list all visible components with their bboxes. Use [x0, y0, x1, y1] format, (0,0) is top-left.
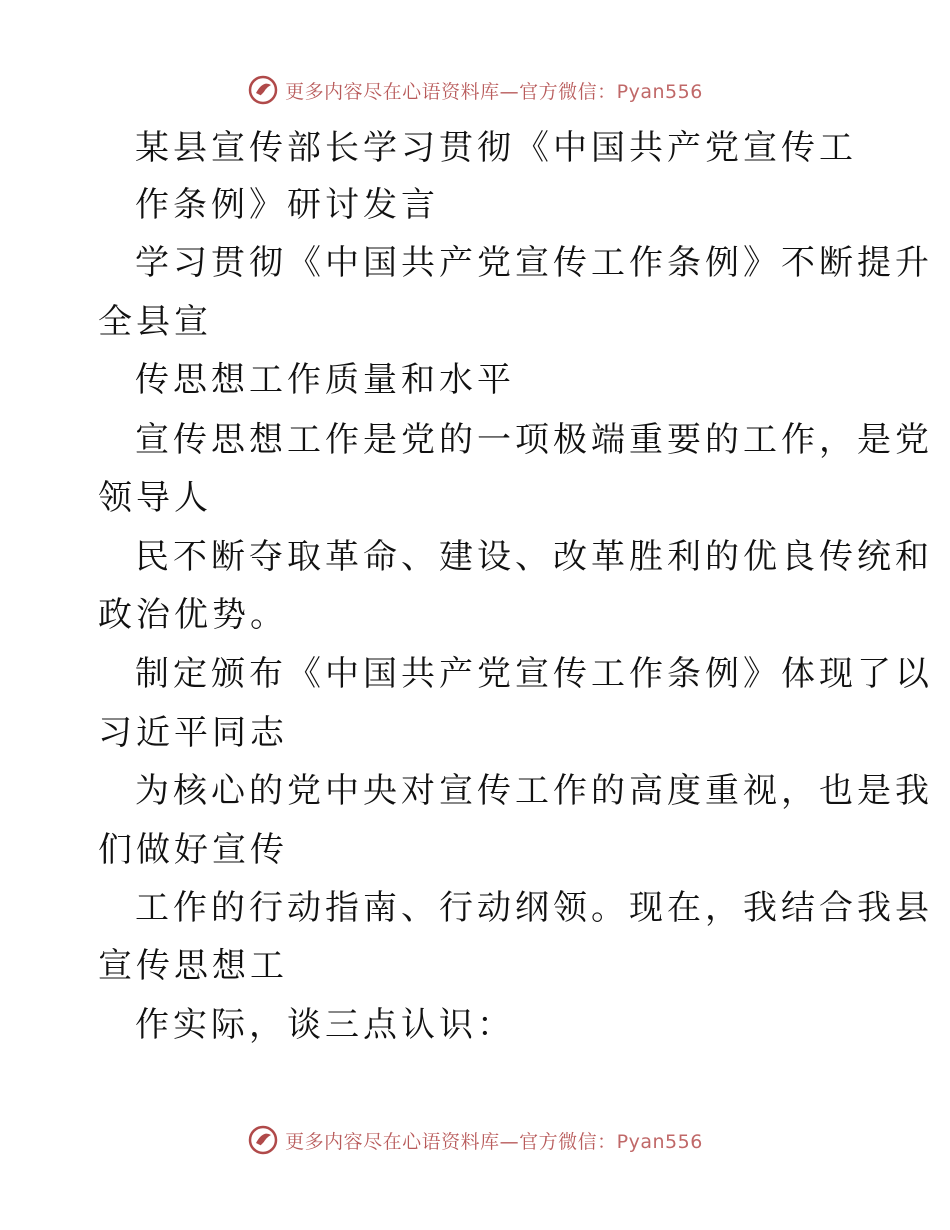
- watermark-wechat-id: Pyan556: [616, 80, 703, 103]
- text-line: 作实际，谈三点认识：: [135, 1005, 515, 1045]
- text-line: 为核心的党中央对宣传工作的高度重视，也是我: [135, 771, 933, 811]
- text-line: 民不断夺取革命、建设、改革胜利的优良传统和: [135, 537, 933, 577]
- watermark-wechat-id: Pyan556: [616, 1130, 703, 1153]
- title-line-1: 某县宣传部长学习贯彻《中国共产党宣传工: [135, 128, 857, 168]
- watermark-label: 更多内容尽在心语资料库—官方微信：: [285, 80, 617, 103]
- watermark-text: [285, 1127, 703, 1154]
- watermark-logo-icon: [247, 74, 279, 106]
- text-line: 领导人: [98, 478, 212, 518]
- text-line: 工作的行动指南、行动纲领。现在，我结合我县: [135, 888, 933, 928]
- footer-watermark: [0, 1120, 950, 1160]
- text-line: 宣传思想工: [98, 946, 288, 986]
- watermark-text: [285, 77, 703, 104]
- watermark-label: 更多内容尽在心语资料库—官方微信：: [285, 1130, 617, 1153]
- header-watermark: [0, 70, 950, 110]
- text-line: 制定颁布《中国共产党宣传工作条例》体现了以: [135, 654, 933, 694]
- text-line: 们做好宣传: [98, 830, 288, 870]
- text-line: 政治优势。: [98, 595, 288, 635]
- text-line: 传思想工作质量和水平: [135, 360, 515, 400]
- text-line: 习近平同志: [98, 713, 288, 753]
- title-line-2: 作条例》研讨发言: [135, 185, 439, 225]
- text-line: 学习贯彻《中国共产党宣传工作条例》不断提升: [135, 243, 933, 283]
- text-line: 宣传思想工作是党的一项极端重要的工作，是党: [135, 420, 933, 460]
- text-line: 全县宣: [98, 302, 212, 342]
- watermark-logo-icon: [247, 1124, 279, 1156]
